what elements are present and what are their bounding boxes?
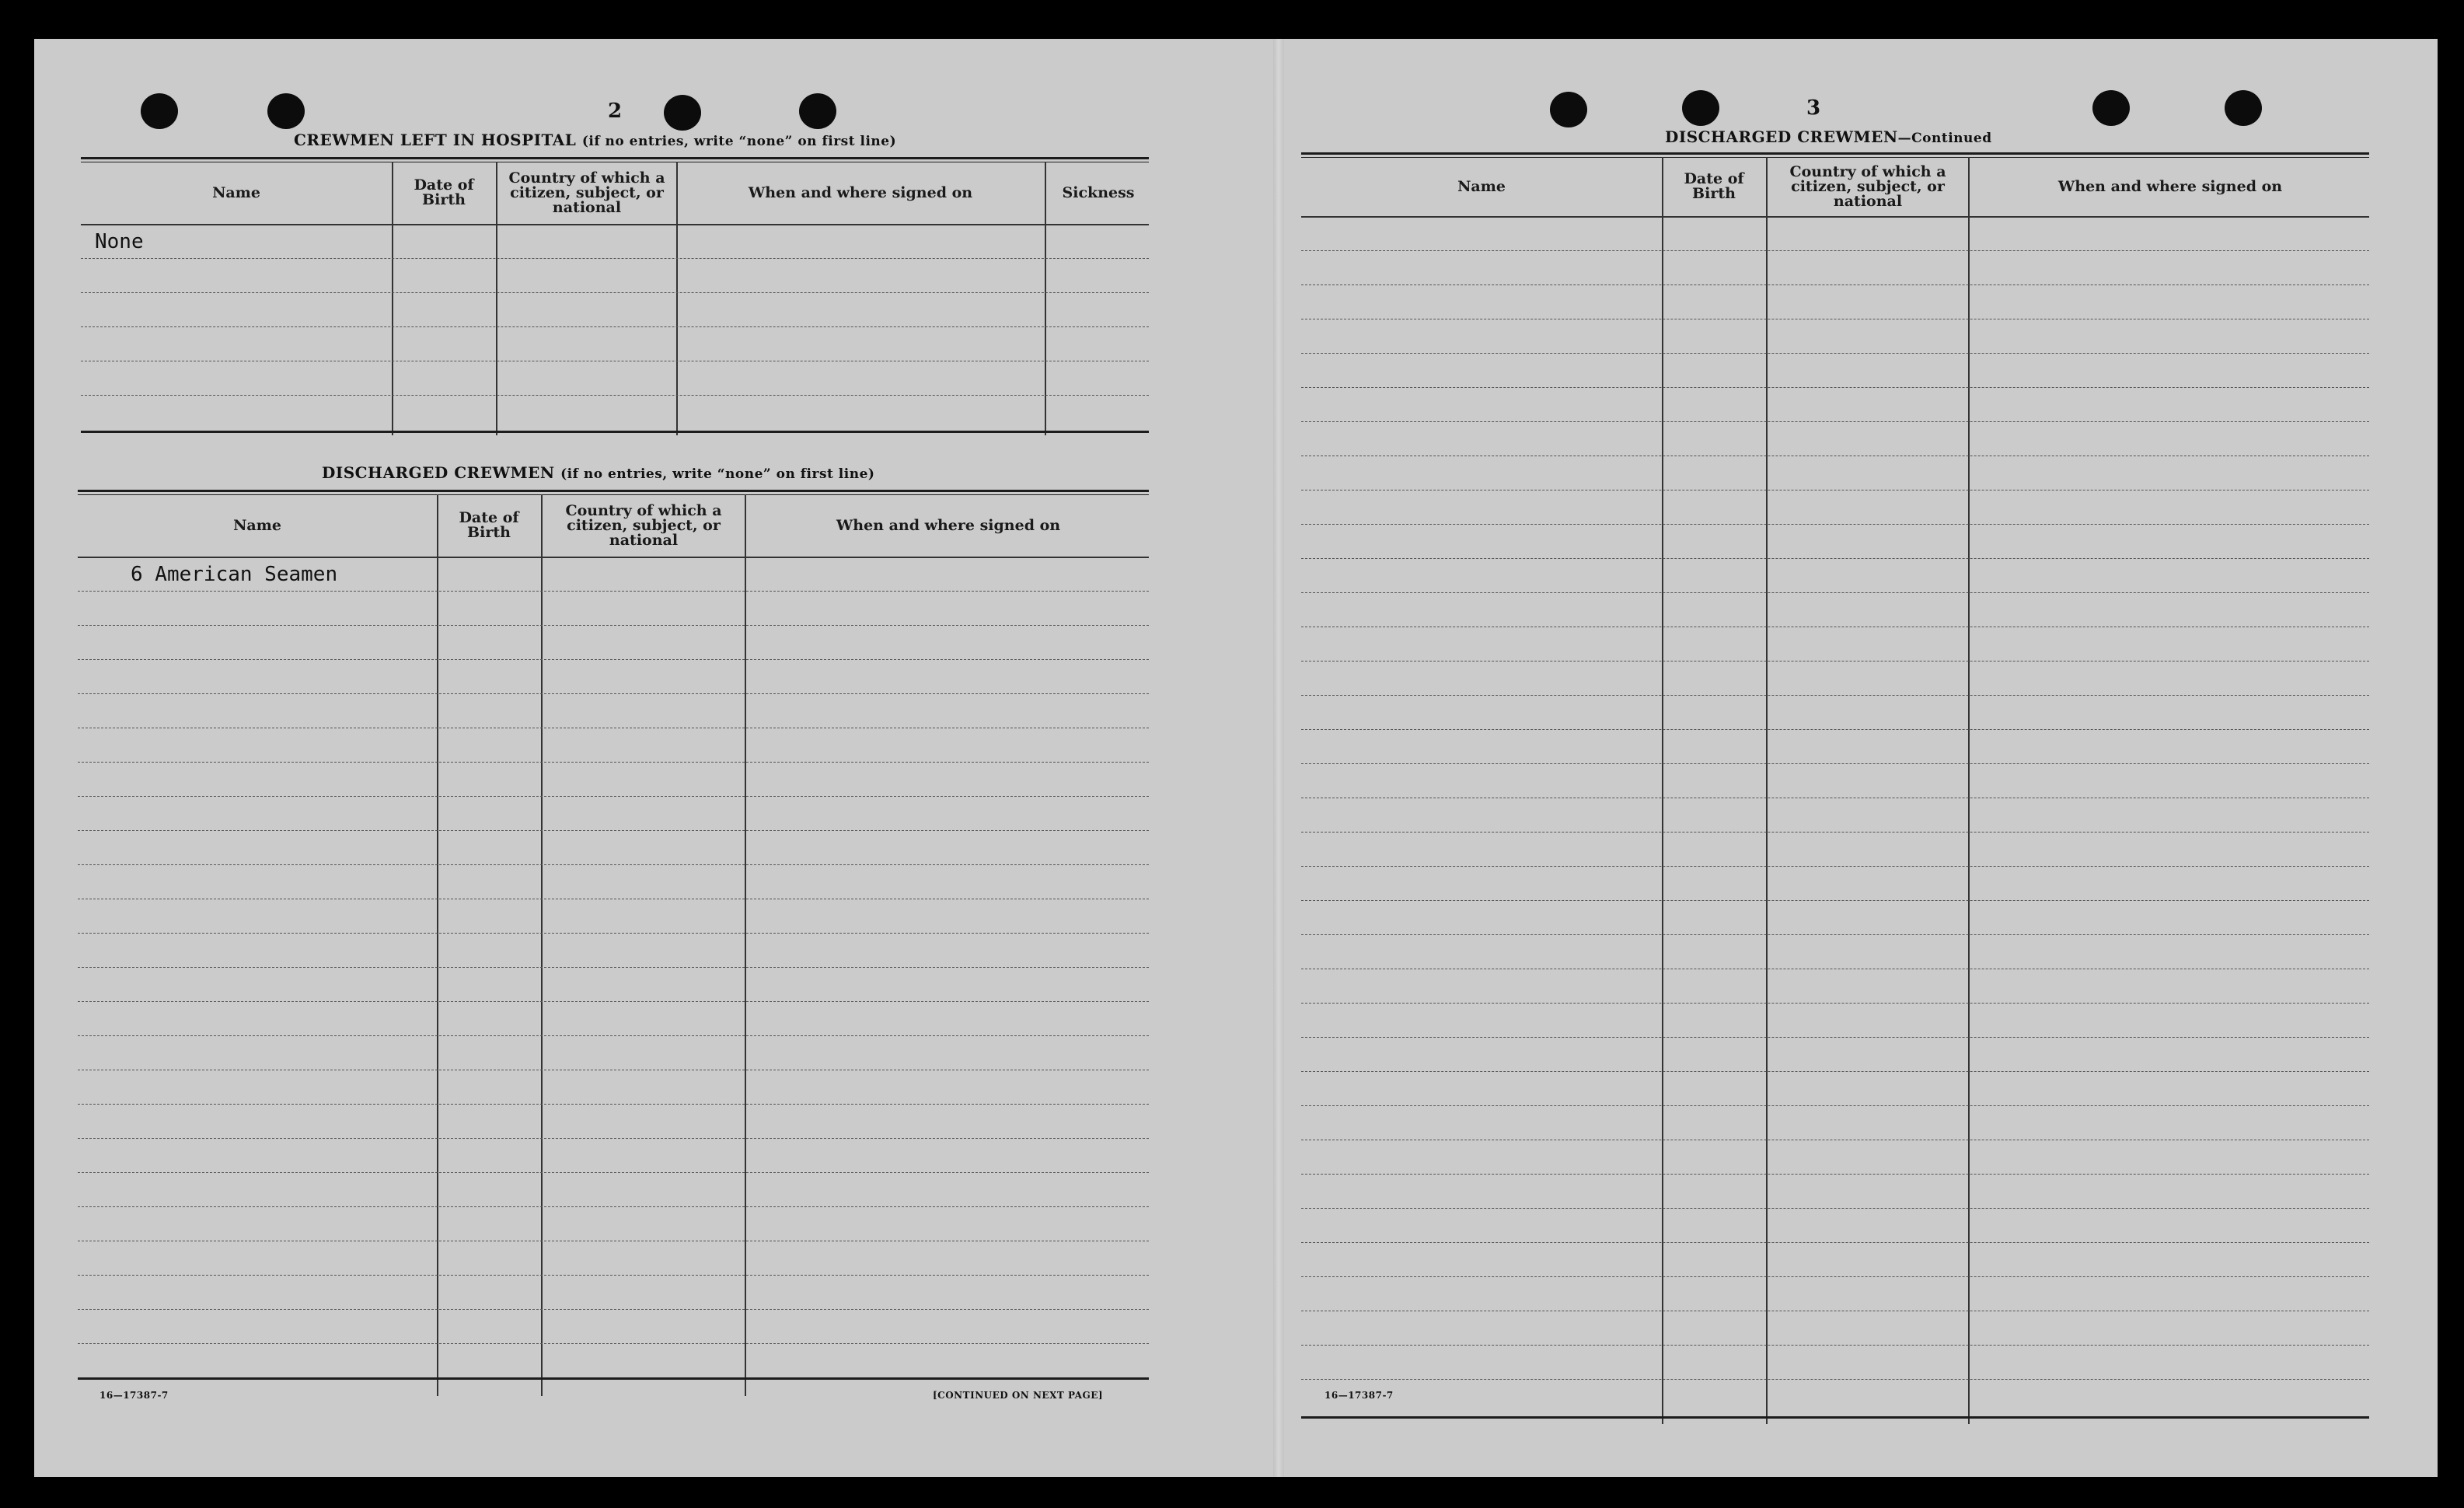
page-fold	[1273, 39, 1284, 1477]
form-number: 16—17387-7	[1324, 1390, 1394, 1401]
hospital-table	[81, 157, 1149, 435]
column-header-name: Name	[212, 183, 260, 201]
form-number: 16—17387-7	[99, 1390, 169, 1401]
punch-hole	[267, 93, 305, 129]
punch-hole	[799, 93, 836, 129]
column-header-sickness: Sickness	[1062, 183, 1135, 201]
discharged-title-text: DISCHARGED CREWMEN	[322, 463, 555, 482]
punch-hole	[141, 93, 178, 129]
discharged-section-title	[322, 463, 874, 482]
column-header-date-of-birth: Date of Birth	[459, 509, 519, 541]
discharged-table	[78, 490, 1149, 1396]
punch-hole	[664, 95, 701, 131]
discharged-first-entry: 6 American Seamen	[131, 563, 338, 586]
discharged-continued-suffix: —Continued	[1897, 131, 1992, 146]
column-header-country: Country of which a citizen, subject, or national	[508, 169, 665, 216]
punch-hole	[2092, 90, 2130, 126]
column-header-signed-on: When and where signed on	[748, 183, 973, 201]
column-header-name: Name	[233, 516, 281, 534]
column-header-name: Name	[1457, 177, 1506, 195]
discharged-title-note: (if no entries, write “none” on first line)	[560, 466, 875, 482]
discharged-continued-title	[1665, 127, 1992, 146]
hospital-first-entry: None	[95, 230, 144, 253]
punch-hole	[1550, 92, 1587, 127]
column-header-signed-on: When and where signed on	[2057, 177, 2283, 195]
continued-note: [CONTINUED ON NEXT PAGE]	[933, 1390, 1104, 1401]
hospital-title-text: CREWMEN LEFT IN HOSPITAL	[294, 131, 577, 149]
punch-hole	[2225, 90, 2262, 126]
column-header-country: Country of which a citizen, subject, or national	[565, 501, 722, 549]
column-header-country: Country of which a citizen, subject, or national	[1789, 162, 1946, 210]
page-number: 2	[608, 99, 623, 123]
column-header-date-of-birth: Date of Birth	[1684, 170, 1744, 202]
punch-hole	[1682, 90, 1719, 126]
page-number: 3	[1806, 96, 1821, 120]
column-header-signed-on: When and where signed on	[836, 516, 1061, 534]
document-sheet	[34, 39, 2438, 1477]
hospital-section-title	[294, 131, 896, 149]
discharged-continued-table	[1301, 152, 2369, 1424]
column-header-date-of-birth: Date of Birth	[414, 176, 474, 208]
hospital-title-note: (if no entries, write “none” on first line)	[581, 134, 897, 149]
discharged-continued-title-text: DISCHARGED CREWMEN	[1665, 127, 1898, 146]
